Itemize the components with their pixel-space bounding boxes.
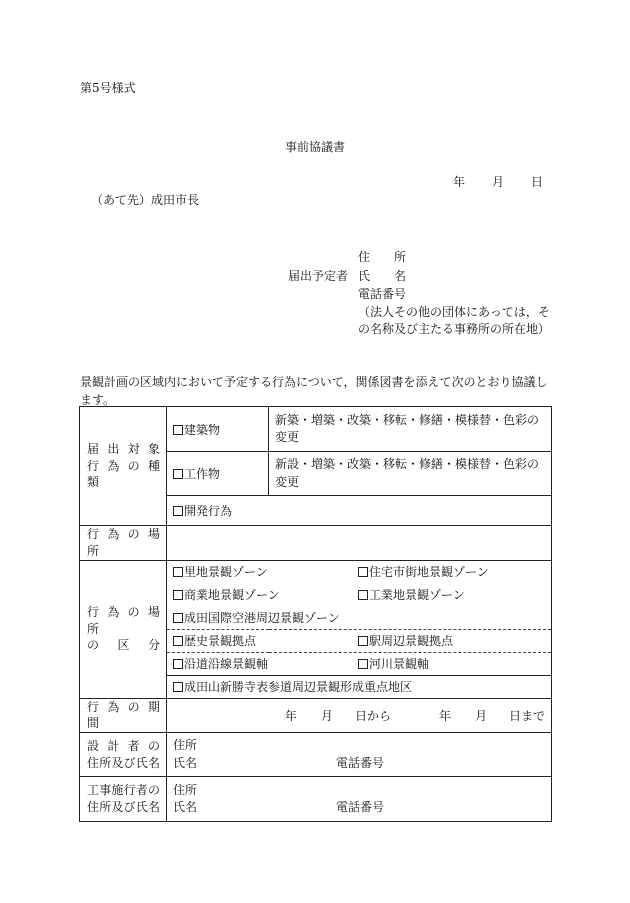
zone-label-line2: の 区 分: [87, 638, 160, 653]
period-field[interactable]: [167, 698, 552, 733]
structure-desc: 新設・増築・改築・移転・修繕・模様替・色彩の変更: [269, 452, 552, 496]
form-number: 第5号様式: [80, 81, 136, 95]
applicant-name-label: 氏 名: [358, 269, 407, 283]
zone-commercial-label: 商業地景観ゾーン: [184, 588, 280, 603]
zone-airport-label: 成田国際空港周辺景観ゾーン: [184, 610, 340, 625]
contractor-name-label: 氏名: [173, 800, 198, 815]
zone-commercial-checkbox[interactable]: [173, 590, 183, 600]
row-period: [80, 698, 552, 733]
zone-historic-checkbox[interactable]: [173, 636, 183, 646]
type-label-line1: 届 出 対 象: [87, 441, 160, 456]
designer-field[interactable]: [167, 733, 552, 777]
zone-commercial[interactable]: [173, 586, 358, 603]
zone-cell-4: [167, 629, 552, 652]
row-contractor: [80, 777, 552, 822]
development-option[interactable]: [167, 496, 552, 526]
zone-river[interactable]: [358, 655, 543, 672]
period-start-day: 日から: [354, 708, 391, 723]
zone-station-label: 駅周辺景観拠点: [369, 634, 454, 649]
zone-naritasan-label: 成田山新勝寺表参道周辺景観形成重点地区: [184, 680, 413, 695]
row-building: [80, 407, 552, 452]
applicant-phone-label: 電話番号: [358, 287, 407, 301]
date-year: 年: [453, 175, 466, 189]
designer-label: [80, 733, 167, 777]
zone-label-line1: 行 為 の 場 所: [87, 604, 160, 636]
row-designer: [80, 733, 552, 777]
zone-industrial-label: 工業地景観ゾーン: [369, 588, 465, 603]
row-place: [80, 526, 552, 561]
date-day: 日: [531, 175, 544, 189]
zone-naritasan-checkbox[interactable]: [173, 682, 183, 692]
place-label: 行 為 の 場 所: [80, 526, 167, 561]
zone-satochi-checkbox[interactable]: [173, 567, 183, 577]
building-option[interactable]: [167, 407, 269, 452]
zone-cell-6: [167, 675, 552, 698]
zone-cell-2: [167, 583, 552, 606]
period-values: [173, 707, 545, 724]
zone-river-label: 河川景観軸: [369, 657, 430, 672]
place-field[interactable]: [167, 526, 552, 561]
designer-phone-label: 電話番号: [336, 755, 385, 770]
zone-residential-label: 住宅市街地景観ゾーン: [369, 565, 489, 580]
zone-cell-3: [167, 606, 552, 629]
building-checkbox[interactable]: [173, 425, 183, 435]
period-label: 行 為 の 期 間: [80, 698, 167, 733]
zone-river-checkbox[interactable]: [358, 659, 368, 669]
zone-roadside[interactable]: [173, 655, 358, 672]
zone-industrial-checkbox[interactable]: [358, 590, 368, 600]
consultation-table: [79, 406, 552, 822]
type-label-line2: 行 為 の 種 類: [87, 458, 160, 490]
zone-naritasan[interactable]: [173, 680, 412, 694]
type-label-cell: [80, 407, 167, 526]
date-month: 月: [492, 175, 505, 189]
structure-checkbox[interactable]: [173, 469, 183, 479]
designer-address-label: 住所: [173, 738, 198, 753]
intro-text: 景観計画の区域内において予定する行為について，関係図書を添えて次のとおり協議します。: [80, 375, 548, 407]
zone-industrial[interactable]: [358, 586, 543, 603]
building-desc: 新築・増築・改築・移転・修繕・模様替・色彩の変更: [269, 407, 552, 452]
designer-name-label: 氏名: [173, 755, 198, 770]
development-label: 開発行為: [184, 504, 233, 518]
zone-label-cell: [80, 560, 167, 698]
date-line: [453, 175, 543, 190]
zone-roadside-checkbox[interactable]: [173, 659, 183, 669]
zone-satochi[interactable]: [173, 563, 358, 580]
corporation-note: （法人その他の団体にあっては，その名称及び主たる事務所の所在地）: [358, 305, 551, 336]
zone-airport-checkbox[interactable]: [173, 613, 183, 623]
document-title: 事前協議書: [284, 140, 345, 154]
addressee: （あて先）成田市長: [91, 193, 200, 207]
contractor-address-label: 住所: [173, 782, 198, 797]
zone-roadside-label: 沿道沿線景観軸: [184, 657, 269, 672]
zone-residential[interactable]: [358, 563, 543, 580]
designer-label-line1: 設 計 者 の: [87, 738, 160, 753]
period-end-day: 日まで: [508, 708, 545, 723]
designer-label-line2: 住所及び氏名: [87, 755, 160, 770]
building-label: 建築物: [184, 422, 221, 437]
contractor-label-line1: 工事施行者の: [87, 783, 160, 798]
zone-satochi-label: 里地景観ゾーン: [184, 565, 268, 580]
contractor-phone-label: 電話番号: [336, 800, 385, 815]
period-end-month: 月: [474, 708, 487, 723]
zone-station[interactable]: [358, 632, 543, 649]
contractor-label-line2: 住所及び氏名: [87, 800, 160, 815]
zone-cell-1: [167, 560, 552, 583]
zone-cell-5: [167, 652, 552, 675]
development-checkbox[interactable]: [173, 506, 183, 516]
contractor-label: [80, 777, 167, 822]
period-start-year: 年: [284, 708, 297, 723]
zone-residential-checkbox[interactable]: [358, 567, 368, 577]
contractor-field[interactable]: [167, 777, 552, 822]
zone-station-checkbox[interactable]: [358, 636, 368, 646]
structure-label: 工作物: [184, 467, 221, 481]
zone-row-1: [80, 560, 552, 583]
structure-option[interactable]: [167, 452, 269, 496]
applicant-label: 届出予定者: [288, 269, 349, 283]
applicant-address-label: 住 所: [358, 250, 407, 264]
period-end-year: 年: [438, 708, 451, 723]
zone-airport[interactable]: [173, 611, 340, 625]
period-start-month: 月: [320, 708, 333, 723]
zone-historic[interactable]: [173, 632, 358, 649]
zone-historic-label: 歴史景観拠点: [184, 634, 257, 649]
